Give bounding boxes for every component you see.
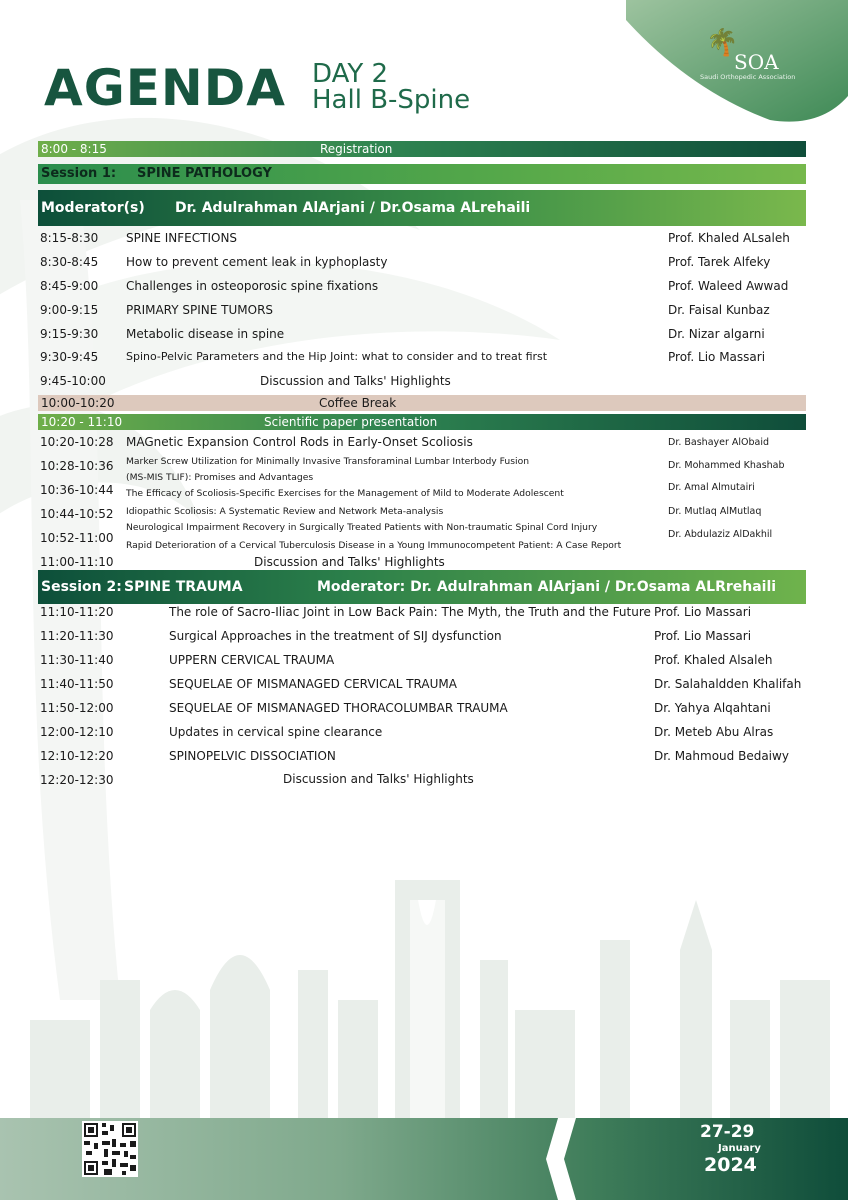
talk-title: PRIMARY SPINE TUMORS	[126, 303, 274, 317]
talk-speaker: Prof. Waleed Awwad	[668, 279, 789, 293]
session2-moderator: Moderator: Dr. Adulrahman AlArjani / Dr.Osama ALRrehaili	[317, 579, 777, 595]
page-title: AGENDA	[44, 59, 286, 117]
talk-speaker: Prof. Lio Massari	[654, 629, 752, 643]
coffee-label: Coffee Break	[319, 396, 397, 410]
talk-speaker: Prof. Lio Massari	[654, 605, 752, 619]
hall-label: Hall B-Spine	[312, 85, 471, 115]
talk-title: The role of Sacro-Iliac Joint in Low Back Pain: The Myth, the Truth and the Future	[169, 605, 651, 619]
talk-title: UPPERN CERVICAL TRAUMA	[169, 653, 335, 667]
logo-name: Saudi Orthopedic Association	[700, 73, 796, 81]
talk-speaker: Dr. Faisal Kunbaz	[668, 303, 770, 317]
paper-speaker: Dr. Abdulaziz AlDakhil	[668, 529, 773, 540]
talk-time: 9:00-9:15	[40, 303, 99, 317]
talk-speaker: Dr. Meteb Abu Alras	[654, 725, 774, 739]
event-year: 2024	[704, 1154, 757, 1176]
talk-title: Metabolic disease in spine	[126, 327, 285, 341]
session1-bar	[38, 164, 806, 184]
talk-time: 9:15-9:30	[40, 327, 99, 341]
talk-title: SEQUELAE OF MISMANAGED THORACOLUMBAR TRAUMA	[169, 701, 508, 715]
moderator-label: Moderator(s)	[41, 200, 145, 216]
papers-time: 10:20 - 11:10	[41, 415, 123, 429]
talk-title: SEQUELAE OF MISMANAGED CERVICAL TRAUMA	[169, 677, 457, 691]
talk-time: 11:20-11:30	[40, 629, 114, 643]
paper-title: Rapid Deterioration of a Cervical Tuberculosis Disease in a Young Immunocompetent Patient: A Case Report	[126, 540, 622, 551]
talk-time: 11:50-12:00	[40, 701, 114, 715]
qr-code-icon[interactable]	[82, 1121, 138, 1177]
talk-speaker: Prof. Khaled ALsaleh	[668, 231, 790, 245]
registration-bar	[38, 141, 806, 157]
talk-time: 12:10-12:20	[40, 749, 114, 763]
talk-time: 11:30-11:40	[40, 653, 114, 667]
talk-speaker: Prof. Lio Massari	[668, 350, 766, 364]
talk-title: SPINOPELVIC DISSOCIATION	[169, 749, 336, 763]
paper-title: Marker Screw Utilization for Minimally Invasive Transforaminal Lumbar Interbody Fusion	[126, 456, 530, 467]
logo-acronym: SOA	[734, 50, 779, 74]
discussion-time: 9:45-10:00	[40, 374, 106, 388]
city-skyline-illustration	[0, 860, 848, 1120]
day-label: DAY 2	[312, 59, 389, 89]
paper-title: Idiopathic Scoliosis: A Systematic Review and Network Meta-analysis	[126, 506, 444, 517]
talk-title: Challenges in osteoporosic spine fixations	[126, 279, 379, 293]
talk-title: How to prevent cement leak in kyphoplasty	[126, 255, 388, 269]
paper-time: 10:36-10:44	[40, 483, 114, 497]
talk-time: 8:15-8:30	[40, 231, 99, 245]
paper-time: 10:52-11:00	[40, 531, 114, 545]
talk-time: 8:45-9:00	[40, 279, 99, 293]
registration-time: 8:00 - 8:15	[41, 142, 107, 156]
session1-moderators: Dr. Adulrahman AlArjani / Dr.Osama ALrehaili	[175, 200, 531, 216]
paper-title: Neurological Impairment Recovery in Surgically Treated Patients with Non-traumatic Spinal Cord Injury	[126, 522, 598, 533]
papers-label: Scientific paper presentation	[264, 415, 438, 429]
discussion-label: Discussion and Talks' Highlights	[254, 555, 445, 569]
paper-title: MAGnetic Expansion Control Rods in Early-Onset Scoliosis	[126, 435, 473, 449]
registration-label: Registration	[320, 142, 393, 156]
discussion-label: Discussion and Talks' Highlights	[260, 374, 451, 388]
talk-title: Surgical Approaches in the treatment of SIJ dysfunction	[169, 629, 502, 643]
paper-title: (MS-MIS TLIF): Promises and Advantages	[126, 472, 314, 483]
talk-title: SPINE INFECTIONS	[126, 231, 238, 245]
talk-speaker: Dr. Salahaldden Khalifah	[654, 677, 802, 691]
talk-speaker: Prof. Khaled Alsaleh	[654, 653, 773, 667]
talk-time: 11:10-11:20	[40, 605, 114, 619]
session1-label: Session 1:	[41, 166, 117, 181]
palm-tree-logo-icon: 🌴	[706, 28, 739, 58]
paper-time: 10:20-10:28	[40, 435, 114, 449]
talk-time: 8:30-8:45	[40, 255, 99, 269]
paper-time: 10:28-10:36	[40, 459, 114, 473]
talk-speaker: Dr. Yahya Alqahtani	[654, 701, 771, 715]
talk-speaker: Dr. Mahmoud Bedaiwy	[654, 749, 789, 763]
coffee-time: 10:00-10:20	[41, 396, 115, 410]
session2-bar	[38, 570, 806, 604]
coffee-break-bar	[38, 395, 806, 411]
paper-title: The Efficacy of Scoliosis-Specific Exercises for the Management of Mild to Moderate Adolescent	[126, 488, 564, 499]
papers-bar	[38, 414, 806, 430]
discussion-time: 12:20-12:30	[40, 773, 114, 787]
talk-speaker: Prof. Tarek Alfeky	[668, 255, 771, 269]
paper-time: 10:44-10:52	[40, 507, 114, 521]
event-month: January	[718, 1143, 761, 1154]
session1-title: SPINE PATHOLOGY	[137, 166, 272, 181]
discussion-label: Discussion and Talks' Highlights	[283, 772, 474, 786]
talk-time: 9:30-9:45	[40, 350, 99, 364]
talk-time: 12:00-12:10	[40, 725, 114, 739]
event-dates: 27-29	[700, 1122, 755, 1142]
discussion-time: 11:00-11:10	[40, 555, 114, 569]
talk-speaker: Dr. Nizar algarni	[668, 327, 765, 341]
talk-title: Spino-Pelvic Parameters and the Hip Joint: what to consider and to treat first	[126, 350, 548, 363]
paper-speaker: Dr. Mohammed Khashab	[668, 460, 785, 471]
session2-label: Session 2:	[41, 579, 122, 595]
talk-title: Updates in cervical spine clearance	[169, 725, 383, 739]
footer-chevron-decoration	[540, 1118, 600, 1200]
paper-speaker: Dr. Mutlaq AlMutlaq	[668, 506, 762, 517]
talk-time: 11:40-11:50	[40, 677, 114, 691]
paper-speaker: Dr. Amal Almutairi	[668, 482, 755, 493]
session2-title: SPINE TRAUMA	[124, 579, 243, 595]
session1-moderator-bar	[38, 190, 806, 226]
paper-speaker: Dr. Bashayer AlObaid	[668, 437, 770, 448]
